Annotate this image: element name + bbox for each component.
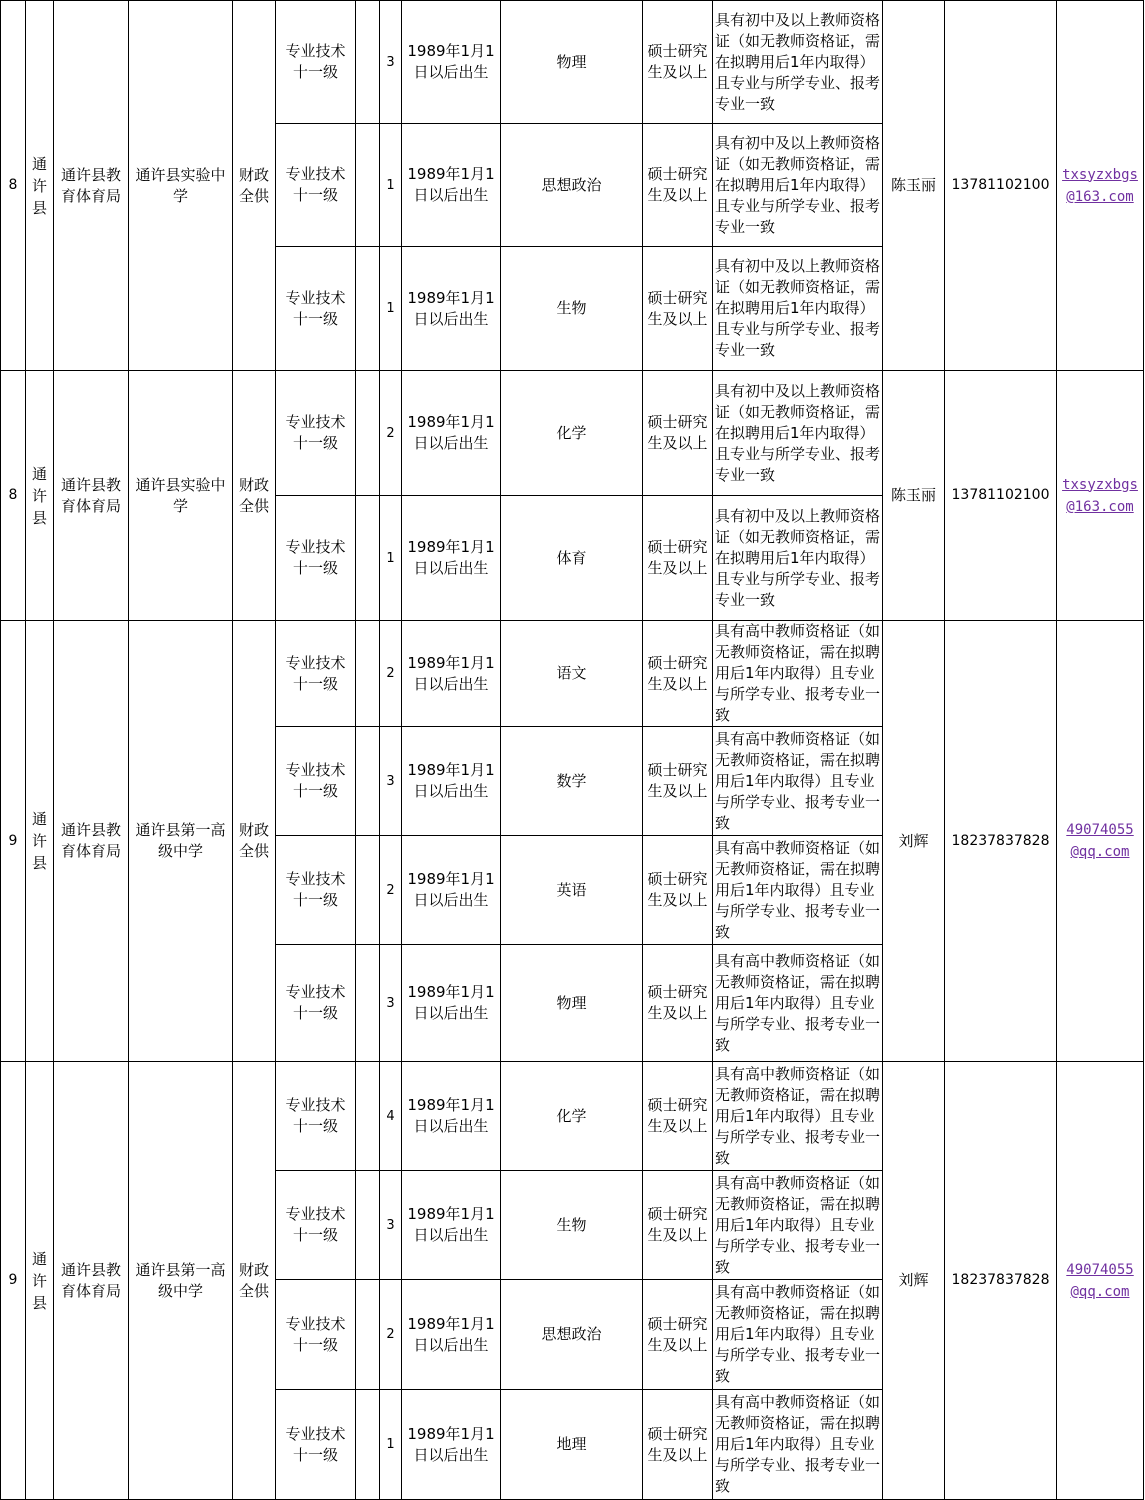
blank-cell (356, 727, 380, 836)
email-cell (1057, 621, 1144, 1062)
education-cell: 硕士研究生及以上 (643, 1280, 713, 1390)
count-cell: 3 (380, 945, 402, 1062)
education-cell: 硕士研究生及以上 (643, 247, 713, 371)
email-cell (1057, 371, 1144, 621)
age-cell: 1989年1月1日以后出生 (402, 247, 501, 371)
email-local: txsyzxbgs (1062, 476, 1138, 493)
table-body (1, 1, 1144, 1500)
email-local: 49074055 (1066, 1261, 1134, 1278)
funding-cell: 财政全供 (233, 1, 276, 371)
post-level-cell: 专业技术十一级 (276, 496, 356, 621)
education-cell: 硕士研究生及以上 (643, 1, 713, 124)
post-level-cell: 专业技术十一级 (276, 621, 356, 727)
blank-cell (356, 836, 380, 945)
email-domain: @163.com (1066, 188, 1134, 205)
subject-cell: 数学 (501, 727, 643, 836)
education-cell: 硕士研究生及以上 (643, 836, 713, 945)
phone-cell: 13781102100 (945, 371, 1057, 621)
count-cell: 1 (380, 1390, 402, 1500)
contact-cell: 刘辉 (883, 1062, 945, 1500)
age-cell: 1989年1月1日以后出生 (402, 836, 501, 945)
post-level-cell: 专业技术十一级 (276, 1280, 356, 1390)
count-cell: 3 (380, 1, 402, 124)
email-link[interactable] (1062, 167, 1138, 205)
education-cell: 硕士研究生及以上 (643, 124, 713, 247)
table-row (1, 371, 1144, 496)
age-cell: 1989年1月1日以后出生 (402, 124, 501, 247)
requirement-cell: 具有初中及以上教师资格证（如无教师资格证，需在拟聘用后1年内取得）且专业与所学专业、报考专业一致 (713, 1, 883, 124)
age-cell: 1989年1月1日以后出生 (402, 1390, 501, 1500)
education-cell: 硕士研究生及以上 (643, 371, 713, 496)
email-cell (1057, 1062, 1144, 1500)
dept-cell: 通许县教育体育局 (54, 371, 129, 621)
count-cell: 2 (380, 1280, 402, 1390)
age-cell: 1989年1月1日以后出生 (402, 496, 501, 621)
subject-cell: 体育 (501, 496, 643, 621)
unit-cell: 通许县实验中学 (129, 1, 233, 371)
phone-cell: 18237837828 (945, 621, 1057, 1062)
age-cell: 1989年1月1日以后出生 (402, 1062, 501, 1171)
requirement-cell: 具有高中教师资格证（如无教师资格证，需在拟聘用后1年内取得）且专业与所学专业、报考专业一致 (713, 1280, 883, 1390)
count-cell: 2 (380, 371, 402, 496)
age-cell: 1989年1月1日以后出生 (402, 621, 501, 727)
blank-cell (356, 1062, 380, 1171)
post-level-cell: 专业技术十一级 (276, 727, 356, 836)
email-link[interactable] (1066, 822, 1133, 860)
post-level-cell: 专业技术十一级 (276, 945, 356, 1062)
count-cell: 1 (380, 496, 402, 621)
education-cell: 硕士研究生及以上 (643, 1062, 713, 1171)
unit-cell: 通许县第一高级中学 (129, 621, 233, 1062)
table-row (1, 1062, 1144, 1171)
requirement-cell: 具有高中教师资格证（如无教师资格证，需在拟聘用后1年内取得）且专业与所学专业、报考专业一致 (713, 621, 883, 727)
count-cell: 1 (380, 124, 402, 247)
subject-cell: 思想政治 (501, 124, 643, 247)
requirement-cell: 具有初中及以上教师资格证（如无教师资格证，需在拟聘用后1年内取得）且专业与所学专业、报考专业一致 (713, 247, 883, 371)
dept-cell: 通许县教育体育局 (54, 621, 129, 1062)
subject-cell: 思想政治 (501, 1280, 643, 1390)
unit-cell: 通许县实验中学 (129, 371, 233, 621)
subject-cell: 化学 (501, 371, 643, 496)
county-text: 通许县 (31, 1249, 47, 1312)
age-cell: 1989年1月1日以后出生 (402, 1, 501, 124)
post-level-cell: 专业技术十一级 (276, 124, 356, 247)
blank-cell (356, 1, 380, 124)
phone-cell: 18237837828 (945, 1062, 1057, 1500)
education-cell: 硕士研究生及以上 (643, 727, 713, 836)
age-cell: 1989年1月1日以后出生 (402, 1280, 501, 1390)
blank-cell (356, 247, 380, 371)
post-level-cell: 专业技术十一级 (276, 1, 356, 124)
requirement-cell: 具有初中及以上教师资格证（如无教师资格证，需在拟聘用后1年内取得）且专业与所学专业、报考专业一致 (713, 124, 883, 247)
email-cell (1057, 1, 1144, 371)
email-local: 49074055 (1066, 822, 1134, 838)
county-text: 通许县 (31, 464, 47, 527)
post-level-cell: 专业技术十一级 (276, 836, 356, 945)
funding-cell: 财政全供 (233, 1062, 276, 1500)
blank-cell (356, 1280, 380, 1390)
requirement-cell: 具有高中教师资格证（如无教师资格证，需在拟聘用后1年内取得）且专业与所学专业、报考专业一致 (713, 1062, 883, 1171)
blank-cell (356, 945, 380, 1062)
county-text: 通许县 (31, 810, 47, 872)
count-cell: 4 (380, 1062, 402, 1171)
unit-cell: 通许县第一高级中学 (129, 1062, 233, 1500)
email-domain: @qq.com (1070, 1283, 1130, 1300)
subject-cell: 物理 (501, 1, 643, 124)
contact-cell: 刘辉 (883, 621, 945, 1062)
post-level-cell: 专业技术十一级 (276, 1062, 356, 1171)
count-cell: 3 (380, 727, 402, 836)
age-cell: 1989年1月1日以后出生 (402, 371, 501, 496)
email-link[interactable] (1066, 1262, 1133, 1300)
email-local: txsyzxbgs (1062, 166, 1138, 183)
requirement-cell: 具有初中及以上教师资格证（如无教师资格证，需在拟聘用后1年内取得）且专业与所学专业、报考专业一致 (713, 496, 883, 621)
count-cell: 3 (380, 1171, 402, 1280)
subject-cell: 物理 (501, 945, 643, 1062)
post-level-cell: 专业技术十一级 (276, 1171, 356, 1280)
education-cell: 硕士研究生及以上 (643, 621, 713, 727)
count-cell: 1 (380, 247, 402, 371)
email-domain: @163.com (1066, 498, 1134, 515)
county-cell (26, 621, 54, 1062)
requirement-cell: 具有高中教师资格证（如无教师资格证，需在拟聘用后1年内取得）且专业与所学专业、报考专业一致 (713, 727, 883, 836)
blank-cell (356, 496, 380, 621)
contact-cell: 陈玉丽 (883, 1, 945, 371)
education-cell: 硕士研究生及以上 (643, 1390, 713, 1500)
county-cell (26, 1062, 54, 1500)
seq-cell: 9 (1, 1062, 26, 1500)
subject-cell: 英语 (501, 836, 643, 945)
age-cell: 1989年1月1日以后出生 (402, 945, 501, 1062)
post-level-cell: 专业技术十一级 (276, 1390, 356, 1500)
blank-cell (356, 371, 380, 496)
education-cell: 硕士研究生及以上 (643, 496, 713, 621)
requirement-cell: 具有高中教师资格证（如无教师资格证，需在拟聘用后1年内取得）且专业与所学专业、报考专业一致 (713, 945, 883, 1062)
seq-cell: 8 (1, 1, 26, 371)
requirement-cell: 具有高中教师资格证（如无教师资格证，需在拟聘用后1年内取得）且专业与所学专业、报考专业一致 (713, 836, 883, 945)
email-domain: @qq.com (1070, 844, 1130, 860)
table-row (1, 621, 1144, 727)
post-level-cell: 专业技术十一级 (276, 371, 356, 496)
blank-cell (356, 1390, 380, 1500)
county-cell (26, 1, 54, 371)
subject-cell: 语文 (501, 621, 643, 727)
email-link[interactable] (1062, 477, 1138, 515)
dept-cell: 通许县教育体育局 (54, 1062, 129, 1500)
requirement-cell: 具有初中及以上教师资格证（如无教师资格证，需在拟聘用后1年内取得）且专业与所学专业、报考专业一致 (713, 371, 883, 496)
county-text: 通许县 (31, 154, 47, 217)
contact-cell: 陈玉丽 (883, 371, 945, 621)
blank-cell (356, 621, 380, 727)
blank-cell (356, 124, 380, 247)
subject-cell: 化学 (501, 1062, 643, 1171)
dept-cell: 通许县教育体育局 (54, 1, 129, 371)
requirement-cell: 具有高中教师资格证（如无教师资格证，需在拟聘用后1年内取得）且专业与所学专业、报考专业一致 (713, 1171, 883, 1280)
subject-cell: 生物 (501, 1171, 643, 1280)
education-cell: 硕士研究生及以上 (643, 945, 713, 1062)
subject-cell: 地理 (501, 1390, 643, 1500)
age-cell: 1989年1月1日以后出生 (402, 1171, 501, 1280)
funding-cell: 财政全供 (233, 621, 276, 1062)
subject-cell: 生物 (501, 247, 643, 371)
count-cell: 2 (380, 621, 402, 727)
requirement-cell: 具有高中教师资格证（如无教师资格证，需在拟聘用后1年内取得）且专业与所学专业、报考专业一致 (713, 1390, 883, 1500)
count-cell: 2 (380, 836, 402, 945)
funding-cell: 财政全供 (233, 371, 276, 621)
age-cell: 1989年1月1日以后出生 (402, 727, 501, 836)
table-row (1, 1, 1144, 124)
seq-cell: 8 (1, 371, 26, 621)
county-cell (26, 371, 54, 621)
blank-cell (356, 1171, 380, 1280)
seq-cell: 9 (1, 621, 26, 1062)
post-level-cell: 专业技术十一级 (276, 247, 356, 371)
phone-cell: 13781102100 (945, 1, 1057, 371)
education-cell: 硕士研究生及以上 (643, 1171, 713, 1280)
